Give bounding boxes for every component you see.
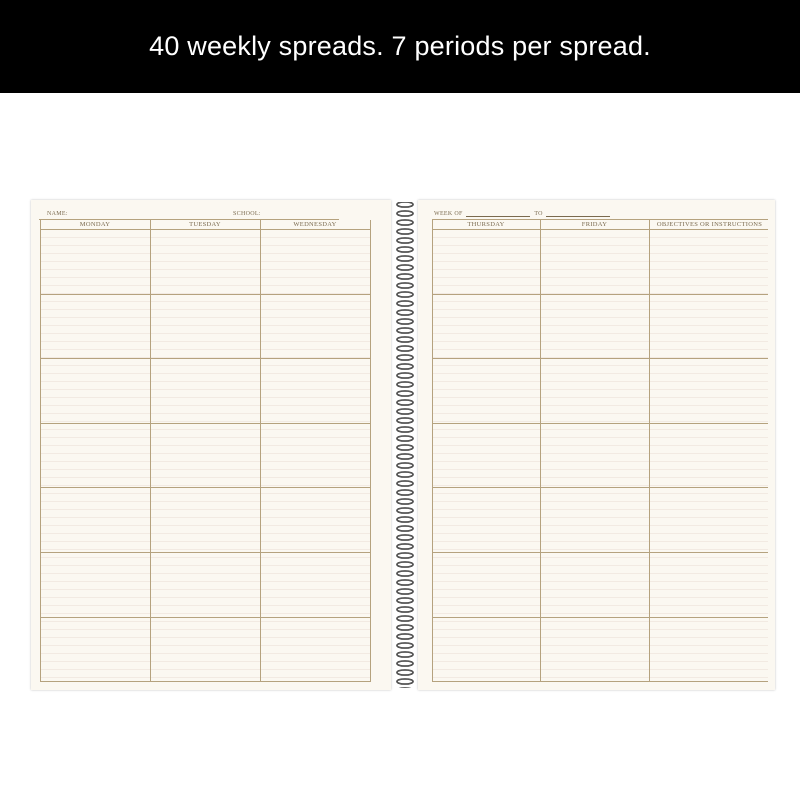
- name-label: NAME:: [47, 211, 68, 217]
- school-field: [233, 211, 261, 217]
- column-header-objectives: OBJECTIVES OR INSTRUCTIONS: [656, 221, 763, 228]
- headline-banner: [0, 0, 800, 93]
- period-divider: [40, 552, 370, 553]
- week-of-blank[interactable]: [466, 216, 530, 217]
- period-divider: [40, 358, 370, 359]
- column-divider: [40, 220, 41, 682]
- period-divider: [40, 617, 370, 618]
- column-header-thursday: THURSDAY: [467, 221, 505, 228]
- period-divider: [40, 294, 370, 295]
- name-field: [47, 211, 68, 217]
- week-to-blank[interactable]: [546, 216, 610, 217]
- week-of-label: WEEK OF: [434, 211, 463, 217]
- column-divider: [370, 220, 371, 682]
- right-lined-grid: [432, 229, 768, 682]
- period-divider: [432, 423, 768, 424]
- week-of-field: [434, 211, 613, 217]
- spiral-binding: [395, 200, 415, 690]
- column-header-wednesday: WEDNESDAY: [293, 221, 337, 228]
- right-planner-page: [418, 200, 775, 690]
- school-label: SCHOOL:: [233, 211, 261, 217]
- period-divider: [432, 487, 768, 488]
- left-lined-grid: [40, 229, 370, 682]
- column-divider: [432, 220, 433, 682]
- column-divider: [649, 220, 650, 682]
- column-header-friday: FRIDAY: [581, 221, 608, 228]
- column-divider: [150, 220, 151, 682]
- period-divider: [432, 294, 768, 295]
- column-divider: [540, 220, 541, 682]
- period-divider: [432, 617, 768, 618]
- period-divider: [40, 487, 370, 488]
- to-label: TO: [534, 211, 543, 217]
- period-divider: [432, 552, 768, 553]
- column-divider: [260, 220, 261, 682]
- column-header-tuesday: TUESDAY: [189, 221, 221, 228]
- left-planner-page: [31, 200, 391, 690]
- headline-text: 40 weekly spreads. 7 periods per spread.: [149, 31, 651, 61]
- period-divider: [432, 358, 768, 359]
- period-divider: [40, 423, 370, 424]
- column-header-monday: MONDAY: [79, 221, 111, 228]
